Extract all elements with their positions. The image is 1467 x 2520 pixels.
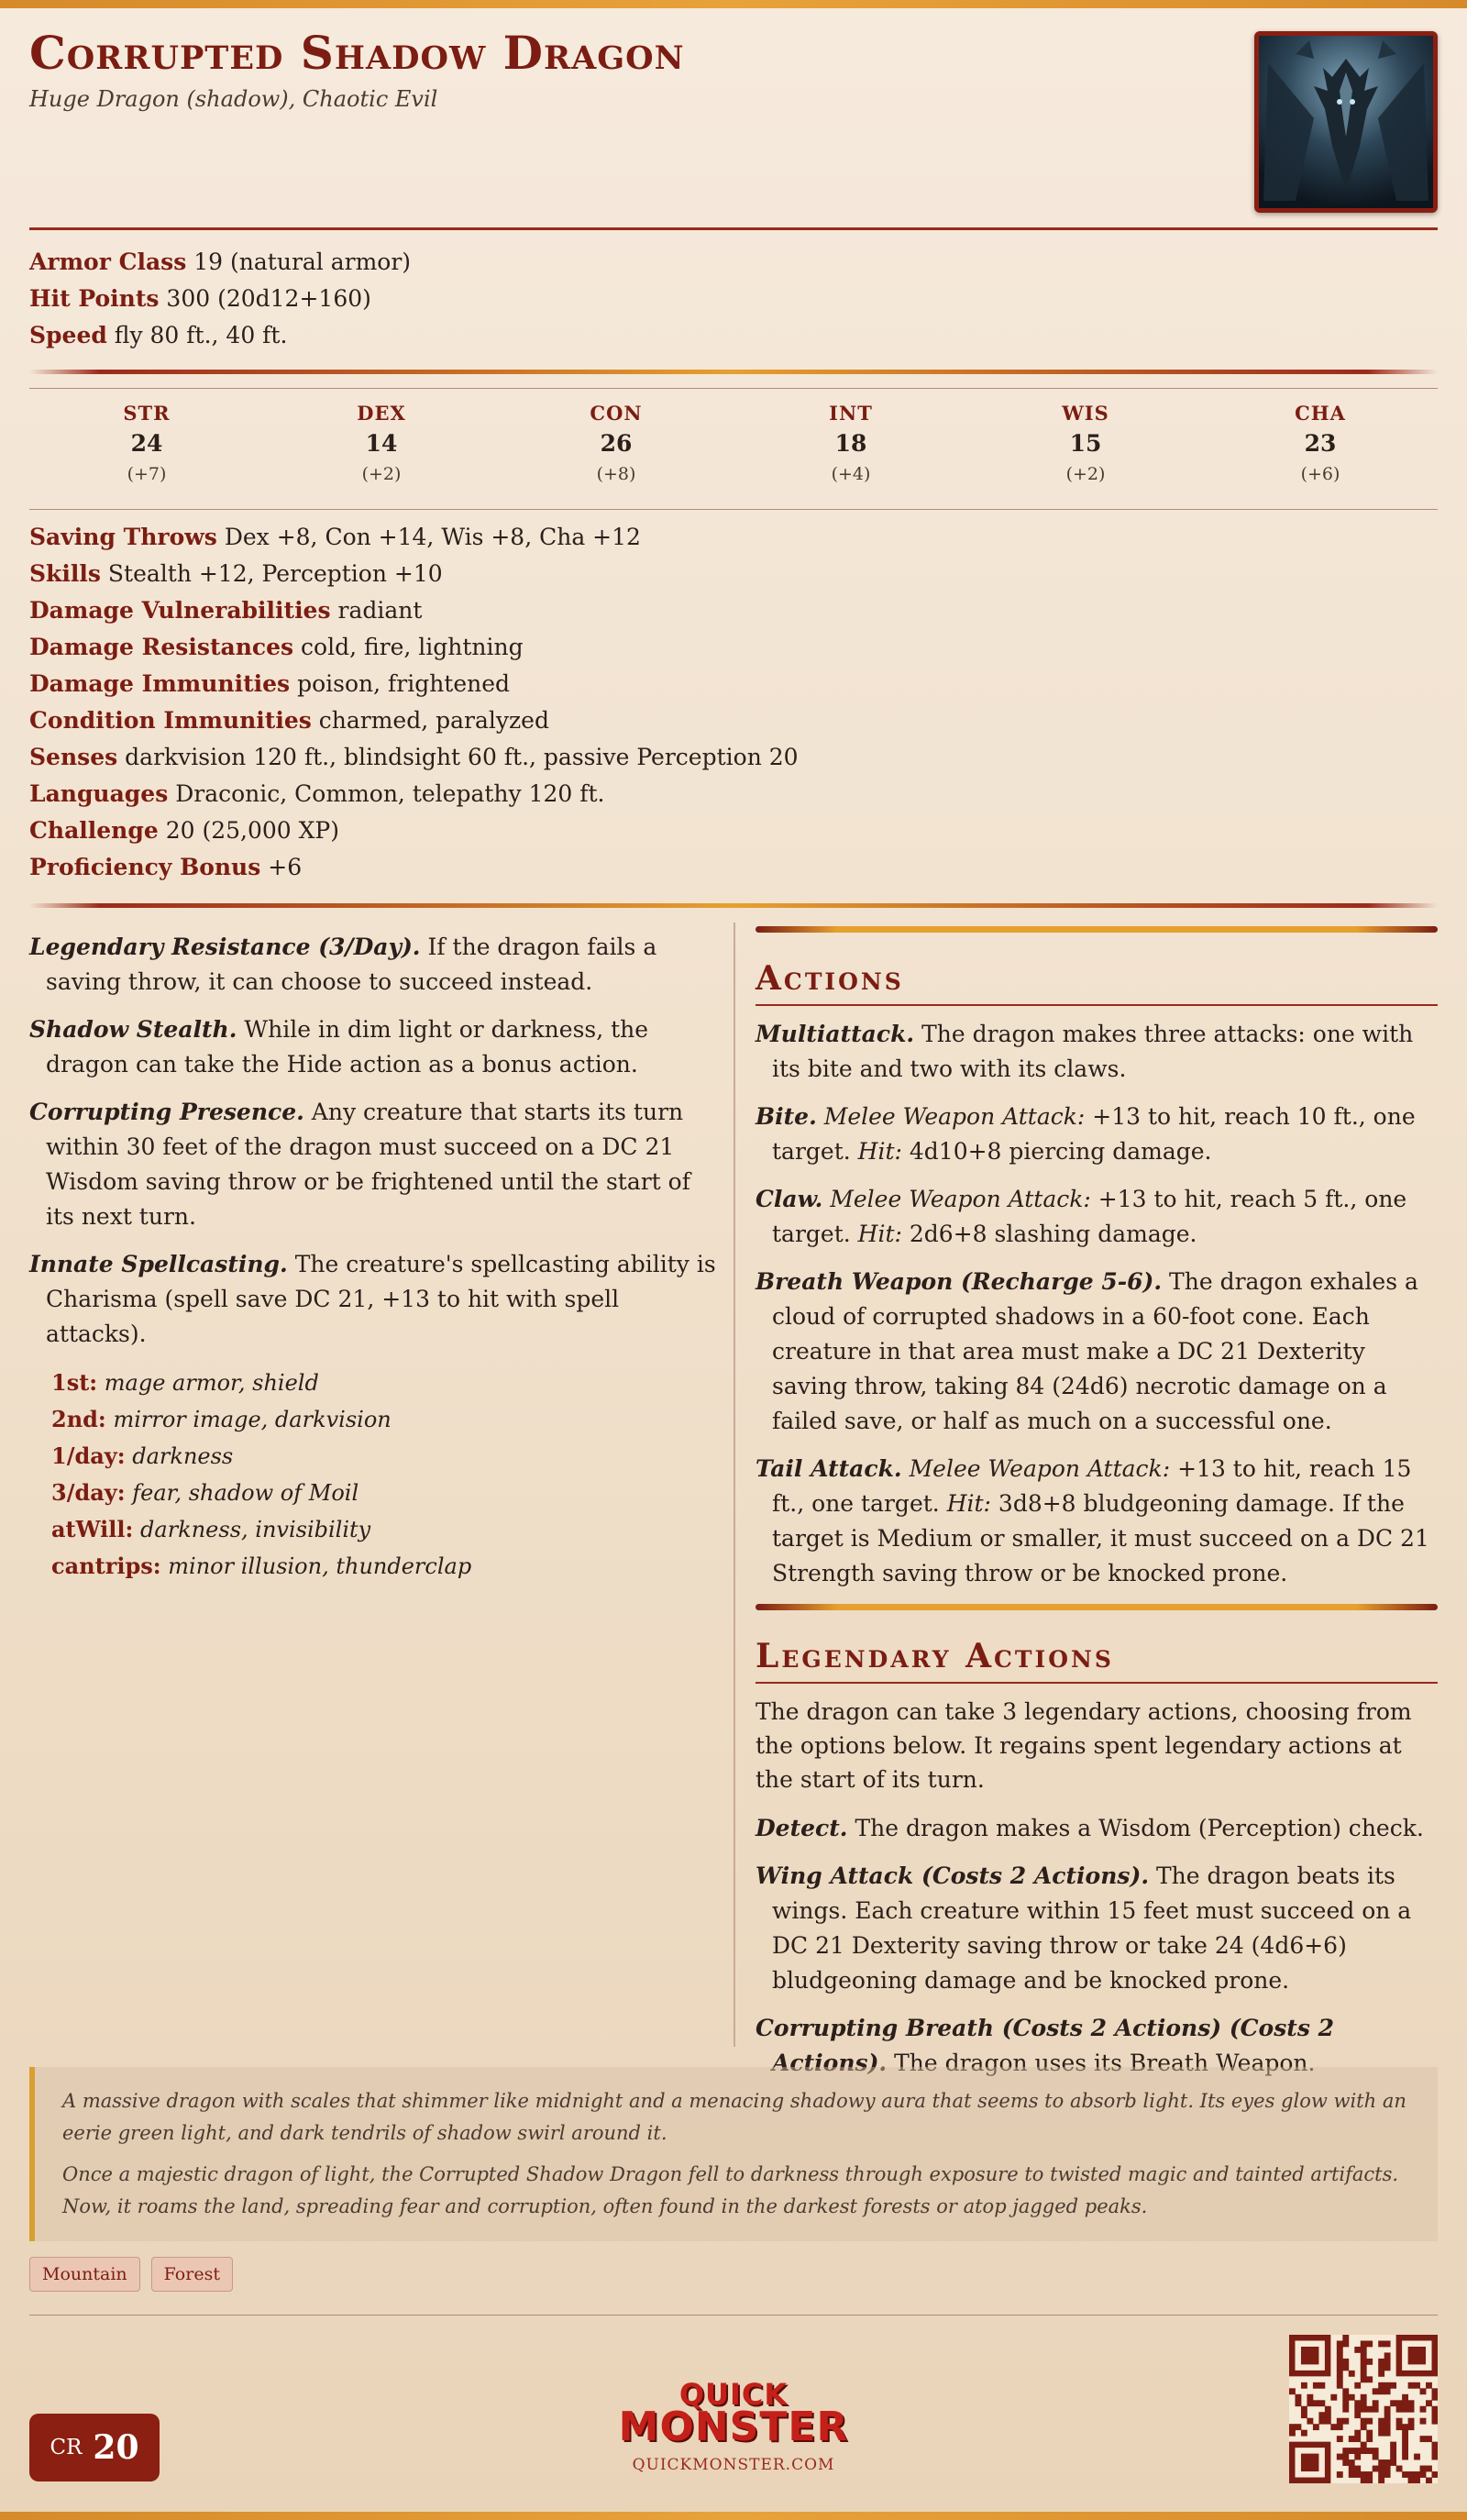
- property-label: Challenge: [29, 817, 159, 844]
- ability-con: [499, 400, 734, 499]
- quickmonster-logo[interactable]: [612, 2377, 855, 2474]
- legendary-intro: The dragon can take 3 legendary actions, choosing from the options below. It regains spent legendary actions at the start of its turn.: [756, 1698, 1412, 1793]
- ability-modifier: (+7): [127, 464, 167, 484]
- property-label: Skills: [29, 560, 101, 587]
- spell-names: mirror image, darkvision: [113, 1407, 392, 1432]
- property-value: darkvision 120 ft., blindsight 60 ft., passive Perception 20: [125, 744, 799, 770]
- property-value: poison, frightened: [297, 670, 511, 697]
- basic-stats: [29, 244, 411, 354]
- spell-row: [29, 1548, 719, 1585]
- ability-score: 26: [600, 430, 633, 457]
- actions-column: [756, 917, 1438, 2094]
- action-claw: [756, 1182, 1438, 1252]
- trait-shadow-stealth: [29, 1012, 719, 1082]
- monster-name: Corrupted Shadow Dragon: [29, 26, 685, 80]
- spell-names: minor illusion, thunderclap: [168, 1553, 472, 1579]
- spell-level: 1/day:: [51, 1442, 126, 1469]
- property-label: Saving Throws: [29, 524, 217, 550]
- ability-score: 14: [365, 430, 398, 457]
- speed-value: fly 80 ft., 40 ft.: [114, 322, 288, 348]
- hit-label: Hit:: [946, 1490, 991, 1517]
- property-row: [29, 776, 799, 812]
- trait-text: The creature's spellcasting ability is Charisma (spell save DC 21, +13 to hit with spell attacks).: [46, 1251, 716, 1347]
- logo-line-1: QUICK: [678, 2377, 789, 2412]
- property-row: [29, 519, 799, 556]
- trait-legendary-resistance: [29, 930, 719, 1000]
- ability-wis: [968, 400, 1203, 499]
- spell-level: cantrips:: [51, 1553, 161, 1579]
- ability-name: DEX: [357, 402, 406, 425]
- header-divider: [29, 227, 1438, 230]
- property-row: [29, 849, 799, 886]
- property-value: cold, fire, lightning: [301, 634, 524, 660]
- footer: [29, 2315, 1438, 2498]
- action-text: The dragon makes three attacks: one with its bite and two with its claws.: [772, 1021, 1414, 1082]
- speed-label: Speed: [29, 322, 107, 348]
- spell-list: [29, 1365, 719, 1585]
- property-value: radiant: [337, 597, 423, 624]
- spell-names: darkness: [132, 1443, 234, 1469]
- actions-ornament-bar: [756, 926, 1438, 933]
- challenge-rating-badge: [29, 2414, 160, 2481]
- qr-code[interactable]: [1289, 2335, 1438, 2483]
- secondary-properties: [29, 519, 799, 886]
- ability-modifier: (+2): [361, 464, 402, 484]
- trait-name: Innate Spellcasting.: [29, 1251, 288, 1277]
- action-bite: [756, 1100, 1438, 1169]
- abilities-top-rule: [29, 388, 1438, 389]
- ability-dex: [264, 400, 499, 499]
- property-label: Proficiency Bonus: [29, 854, 261, 880]
- column-divider: [734, 923, 735, 2047]
- tag-mountain[interactable]: Mountain: [29, 2257, 140, 2292]
- property-value: Draconic, Common, telepathy 120 ft.: [175, 780, 605, 807]
- spell-level: atWill:: [51, 1516, 134, 1542]
- trait-text: While in dim light or darkness, the dragon can take the Hide action as a bonus action.: [46, 1016, 649, 1078]
- ability-name: INT: [829, 402, 873, 425]
- monster-portrait: [1254, 31, 1438, 213]
- ability-modifier: (+6): [1300, 464, 1340, 484]
- action-name: Tail Attack.: [756, 1455, 902, 1482]
- legendary-detect: [756, 1811, 1438, 1846]
- trait-text: Any creature that starts its turn within 30 feet of the dragon must succeed on a DC 21 Wisdom saving throw or be frightened until the start of its next turn.: [46, 1099, 690, 1230]
- dragon-portrait-image: [1259, 36, 1433, 208]
- spell-row: [29, 1511, 719, 1548]
- ability-score: 18: [834, 430, 867, 457]
- legendary-action-name: Detect.: [756, 1815, 848, 1841]
- legendary-actions-heading: Legendary Actions: [756, 1630, 1438, 1684]
- property-value: +6: [268, 854, 303, 880]
- ability-score: 24: [130, 430, 163, 457]
- trait-innate-spellcasting: [29, 1247, 719, 1352]
- hit-points-value: 300 (20d12+160): [166, 285, 371, 312]
- statblock-header: [29, 24, 1438, 231]
- actions-heading: Actions: [756, 953, 1438, 1006]
- action-tail-attack: [756, 1452, 1438, 1591]
- hit-points-label: Hit Points: [29, 285, 160, 312]
- spell-row: [29, 1475, 719, 1511]
- property-value: 20 (25,000 XP): [165, 817, 340, 844]
- legendary-ornament-bar: [756, 1604, 1438, 1610]
- ability-name: CHA: [1295, 402, 1346, 425]
- damage-text: 2d6+8 slashing damage.: [909, 1221, 1197, 1247]
- action-name: Multiattack.: [756, 1021, 915, 1047]
- attack-stats: +13 to hit, reach 5 ft., one target.: [772, 1186, 1407, 1247]
- lore-box: [29, 2067, 1438, 2241]
- property-row: [29, 812, 799, 849]
- cr-value: 20: [93, 2428, 139, 2467]
- attack-type: Melee Weapon Attack:: [823, 1103, 1086, 1130]
- legendary-action-text: The dragon uses its Breath Weapon.: [894, 2050, 1316, 2076]
- attack-stats: +13 to hit, reach 15 ft., one target.: [772, 1455, 1412, 1517]
- ability-modifier: (+4): [831, 464, 871, 484]
- trait-text: If the dragon fails a saving throw, it can choose to succeed instead.: [46, 934, 657, 995]
- cr-label: CR: [50, 2436, 83, 2459]
- ability-score: 15: [1069, 430, 1102, 457]
- trait-corrupting-presence: [29, 1095, 719, 1234]
- attack-type: Melee Weapon Attack:: [909, 1455, 1171, 1482]
- property-value: charmed, paralyzed: [318, 707, 549, 734]
- bottom-accent-bar: [0, 2512, 1467, 2520]
- property-row: [29, 666, 799, 702]
- damage-text: 3d8+8 bludgeoning damage. If the target is Medium or smaller, it must succeed on a DC 21 Strength saving throw or be knocked prone.: [772, 1490, 1429, 1586]
- action-name: Breath Weapon (Recharge 5-6).: [756, 1268, 1163, 1295]
- armor-class-label: Armor Class: [29, 249, 187, 275]
- action-breath-weapon: [756, 1265, 1438, 1439]
- spell-row: [29, 1365, 719, 1401]
- spell-level: 1st:: [51, 1369, 98, 1396]
- property-label: Senses: [29, 744, 118, 770]
- ability-str: [29, 400, 264, 499]
- attack-stats: +13 to hit, reach 10 ft., one target.: [772, 1103, 1416, 1165]
- ability-scores: [29, 400, 1438, 499]
- property-label: Damage Immunities: [29, 670, 291, 697]
- hit-label: Hit:: [857, 1221, 902, 1247]
- ability-name: CON: [590, 402, 643, 425]
- spell-level: 2nd:: [51, 1406, 106, 1432]
- ability-name: STR: [123, 402, 171, 425]
- property-label: Condition Immunities: [29, 707, 312, 734]
- spell-names: fear, shadow of Moil: [132, 1480, 359, 1506]
- armor-class: [29, 244, 411, 281]
- property-row: [29, 629, 799, 666]
- property-row: [29, 702, 799, 739]
- trait-name: Shadow Stealth.: [29, 1016, 237, 1043]
- site-url[interactable]: QUICKMONSTER.COM: [632, 2456, 835, 2474]
- ability-score: 23: [1304, 430, 1337, 457]
- property-row: [29, 739, 799, 776]
- section-divider: [29, 370, 1438, 374]
- tag-forest[interactable]: Forest: [151, 2257, 233, 2292]
- legendary-action-text: The dragon beats its wings. Each creature within 15 feet must succeed on a DC 21 Dexterity saving throw or take 24 (4d6+6) bludgeoning damage and be knocked prone.: [772, 1862, 1412, 1994]
- damage-text: 4d10+8 piercing damage.: [909, 1138, 1212, 1165]
- speed: [29, 317, 411, 354]
- environment-tags: [29, 2257, 233, 2292]
- traits-column: [29, 930, 719, 1585]
- lore-history: Once a majestic dragon of light, the Corrupted Shadow Dragon fell to darkness through exposure to twisted magic and tainted artifacts. Now, it roams the land, spreading fear and corruption, often found in the darkest forests or atop jagged peaks.: [62, 2163, 1399, 2217]
- legendary-action-name: Corrupting Breath (Costs 2 Actions) (Costs 2 Actions).: [756, 2015, 1335, 2076]
- spell-names: darkness, invisibility: [140, 1517, 371, 1542]
- ability-modifier: (+8): [596, 464, 636, 484]
- property-label: Damage Vulnerabilities: [29, 597, 331, 624]
- property-label: Languages: [29, 780, 169, 807]
- trait-name: Legendary Resistance (3/Day).: [29, 934, 421, 960]
- action-text: The dragon exhales a cloud of corrupted shadows in a 60-foot cone. Each creature in that area must make a DC 21 Dexterity saving throw, taking 84 (24d6) necrotic damage on a failed save, or half as much on a successful one.: [772, 1268, 1418, 1434]
- property-value: Dex +8, Con +14, Wis +8, Cha +12: [224, 524, 641, 550]
- legendary-action-name: Wing Attack (Costs 2 Actions).: [756, 1862, 1150, 1889]
- action-name: Bite.: [756, 1103, 817, 1130]
- ability-name: WIS: [1062, 402, 1109, 425]
- abilities-bottom-rule: [29, 509, 1438, 510]
- section-divider: [29, 903, 1438, 908]
- attack-type: Melee Weapon Attack:: [830, 1186, 1091, 1212]
- ability-cha: [1203, 400, 1438, 499]
- ability-int: [734, 400, 968, 499]
- spell-level: 3/day:: [51, 1479, 126, 1506]
- armor-class-value: 19 (natural armor): [193, 249, 412, 275]
- hit-points: [29, 281, 411, 317]
- action-name: Claw.: [756, 1186, 823, 1212]
- action-multiattack: [756, 1017, 1438, 1087]
- qr-code-icon: [1289, 2335, 1438, 2483]
- property-row: [29, 592, 799, 629]
- legendary-action-text: The dragon makes a Wisdom (Perception) check.: [855, 1815, 1424, 1841]
- lore-description: A massive dragon with scales that shimmer like midnight and a menacing shadowy aura that seems to absorb light. Its eyes glow with an eerie green light, and dark tendrils of shadow swirl around it.: [62, 2090, 1406, 2144]
- spell-row: [29, 1401, 719, 1438]
- trait-name: Corrupting Presence.: [29, 1099, 304, 1125]
- monster-type-line: Huge Dragon (shadow), Chaotic Evil: [29, 86, 438, 112]
- property-label: Damage Resistances: [29, 634, 294, 660]
- property-row: [29, 556, 799, 592]
- property-value: Stealth +12, Perception +10: [107, 560, 443, 587]
- spell-row: [29, 1438, 719, 1475]
- spell-names: mage armor, shield: [104, 1370, 319, 1396]
- ability-modifier: (+2): [1065, 464, 1106, 484]
- hit-label: Hit:: [857, 1138, 902, 1165]
- legendary-wing-attack: [756, 1859, 1438, 1998]
- logo-line-2: MONSTER: [618, 2404, 849, 2450]
- top-accent-bar: [0, 0, 1467, 8]
